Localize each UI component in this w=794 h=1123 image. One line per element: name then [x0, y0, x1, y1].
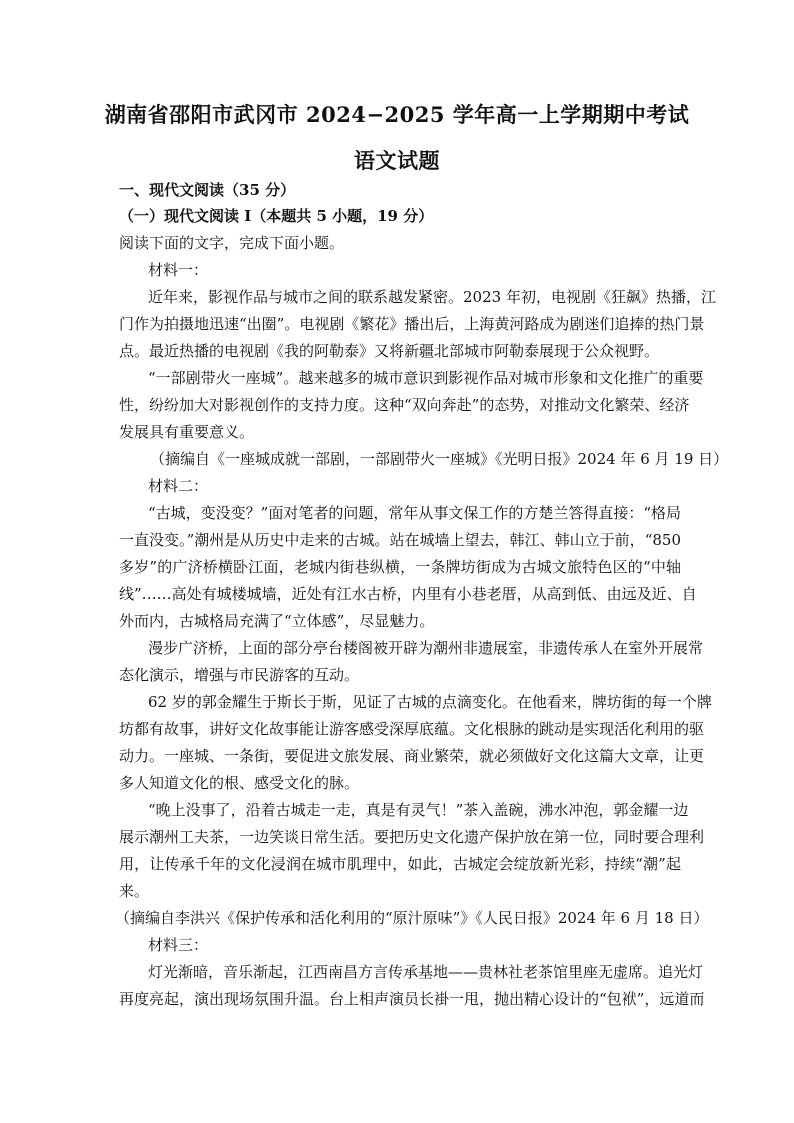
source-citation: （摘编自《一座城成就一部剧，一部剧带火一座城》《光明日报》2024 年 6 月 19 日） — [150, 450, 729, 468]
paragraph-line: 多人知道文化的根、感受文化的脉。 — [119, 774, 360, 792]
paragraph-line: 点。最近热播的电视剧《我的阿勒泰》又将新疆北部城市阿勒泰展现于公众视野。 — [119, 342, 660, 360]
paragraph-line: 坊都有故事，讲好文化故事能让游客感受深厚底蕴。文化根脉的跳动是实现活化利用的驱 — [119, 720, 705, 738]
material-label: 材料二： — [148, 477, 209, 495]
paragraph-line: 线”……高处有城楼城墙，近处有江水古桥，内里有小巷老厝，从高到低、由远及近、自 — [119, 585, 697, 603]
section-heading: 一、现代文阅读（35 分） — [119, 181, 296, 199]
paragraph-line: 门作为拍摄地迅速“出圈”。电视剧《繁花》播出后，上海黄河路成为剧迷们追捧的热门景 — [119, 315, 705, 333]
paragraph-line: 再度亮起，演出现场氛围升温。台上相声演员长褂一甩，抛出精心设计的“包袱”，远道而 — [119, 990, 705, 1008]
source-citation: （摘编自李洪兴《保护传承和活化利用的“原汁原味”》《人民日报》2024 年 6 月 18 日） — [115, 909, 709, 927]
material-label: 材料三： — [148, 936, 209, 954]
paragraph-line: 一直没变。”潮州是从历史中走来的古城。站在城墙上望去，韩江、韩山立于前，“850 — [119, 531, 681, 549]
paragraph-line: 发展具有重要意义。 — [119, 423, 255, 441]
document-title: 湖南省邵阳市武冈市 2024−2025 学年高一上学期期中考试 — [104, 102, 690, 127]
paragraph-line: 用，让传承千年的文化浸润在城市肌理中，如此，古城定会绽放新光彩，持续“潮”起 — [119, 855, 681, 873]
paragraph-line: 近年来，影视作品与城市之间的联系越发紧密。2023 年初，电视剧《狂飙》热播，江 — [148, 288, 716, 306]
paragraph-line: 态化演示，增强与市民游客的互动。 — [119, 666, 360, 684]
paragraph-line: 灯光渐暗，音乐渐起，江西南昌方言传承基地——贵林社老茶馆里座无虚席。追光灯 — [148, 963, 704, 981]
paragraph-line: 动力。一座城、一条街，要促进文旅发展、商业繁荣，就必须做好文化这篇大文章，让更 — [119, 747, 705, 765]
instruction-text: 阅读下面的文字，完成下面小题。 — [119, 234, 345, 252]
paragraph-line: 展示潮州工夫茶，一边笑谈日常生活。要把历史文化遗产保护放在第一位，同时要合理利 — [119, 828, 705, 846]
paragraph-line: “一部剧带火一座城”。越来越多的城市意识到影视作品对城市形象和文化推广的重要 — [148, 369, 704, 387]
paragraph-line: 外而内，古城格局充满了“立体感”，尽显魅力。 — [119, 612, 435, 630]
material-label: 材料一： — [148, 261, 209, 279]
paragraph-line: 漫步广济桥，上面的部分亭台楼阁被开辟为潮州非遗展室，非遗传承人在室外开展常 — [148, 639, 704, 657]
subsection-heading: （一）现代文阅读 I（本题共 5 小题，19 分） — [119, 207, 434, 225]
paragraph-line: 性，纷纷加大对影视创作的支持力度。这种“双向奔赴”的态势，对推动文化繁荣、经济 — [119, 396, 690, 414]
paragraph-line: 62 岁的郭金耀生于斯长于斯，见证了古城的点滴变化。在他看来，牌坊街的每一个牌 — [148, 693, 712, 711]
paragraph-line: “晚上没事了，沿着古城走一走，真是有灵气！”茶入盖碗，沸水冲泡，郭金耀一边 — [148, 801, 689, 819]
document-subtitle: 语文试题 — [354, 148, 440, 173]
paragraph-line: “古城，变没变？”面对笔者的问题，常年从事文保工作的方楚兰答得直接：“格局 — [148, 504, 682, 522]
paragraph-line: 来。 — [119, 882, 150, 900]
paragraph-line: 多岁”的广济桥横卧江面，老城内街巷纵横，一条牌坊街成为古城文旅特色区的“中轴 — [119, 558, 681, 576]
